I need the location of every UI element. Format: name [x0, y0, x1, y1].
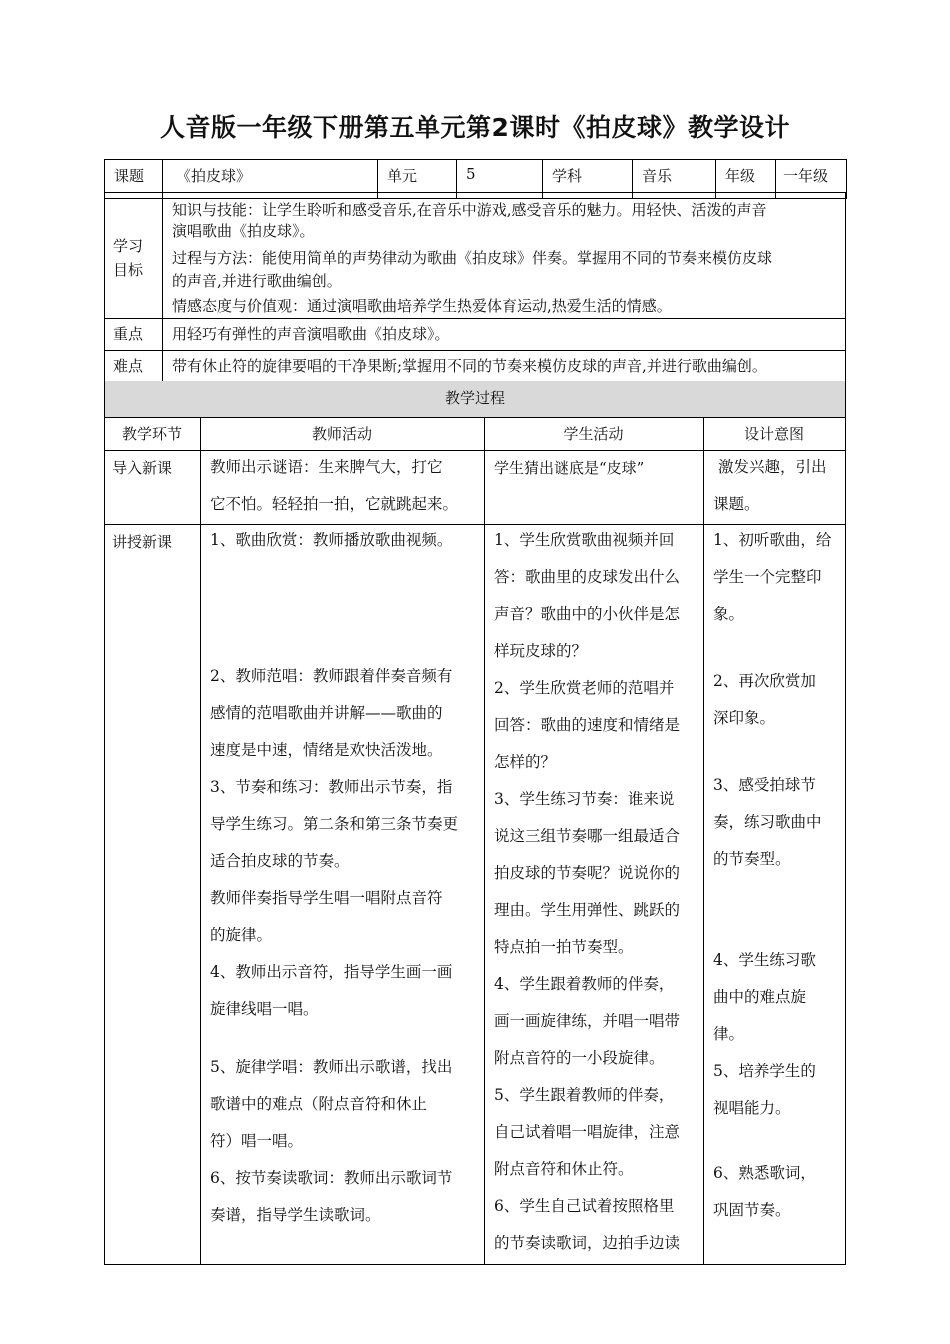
lesson-stage: 讲授新课 [112, 533, 173, 551]
objectives-line: 过程与方法：能使用简单的声势律动为歌曲《拍皮球》伴奏。掌握用不同的节奏来模仿皮球 [172, 249, 773, 267]
text-line: 2、教师范唱：教师跟着伴奏音频有 [210, 667, 453, 685]
lesson-teacher-block-3 [210, 1049, 452, 1234]
key-point-label: 重点 [113, 325, 144, 343]
text-line: 视唱能力。 [713, 1099, 791, 1117]
text-line: 回答：歌曲的速度和情绪是 [494, 716, 681, 734]
column-header-student: 学生活动 [563, 425, 624, 443]
text-line: 6、熟悉歌词， [713, 1164, 816, 1182]
topic-value: 《拍皮球》 [163, 160, 378, 199]
intro-student: 学生猜出谜底是“皮球” [494, 459, 645, 477]
text-line: 符）唱一唱。 [210, 1132, 304, 1150]
column-header-teacher: 教师活动 [311, 425, 372, 443]
text-line: 激发兴趣，引出 [718, 458, 827, 476]
objectives-label-line2: 目标 [113, 261, 144, 279]
text-line: 歌谱中的难点（附点音符和休止 [210, 1095, 428, 1113]
text-line: 拍皮球的节奏呢？说说你的 [494, 864, 681, 882]
lesson-intent-block-5 [713, 1155, 816, 1229]
text-line: 样玩皮球的？ [494, 642, 588, 660]
lesson-intent-block-4 [713, 942, 816, 1127]
text-line: 怎样的？ [494, 753, 557, 771]
text-line: 速度是中速，情绪是欢快活泼地。 [210, 741, 443, 759]
text-line: 学生一个完整印 [713, 568, 822, 586]
text-line: 2、学生欣赏老师的范唱并 [494, 679, 675, 697]
intro-stage: 导入新课 [112, 459, 173, 477]
intro-teacher [210, 449, 482, 523]
text-line: 感情的范唱歌曲并讲解——歌曲的 [210, 704, 443, 722]
text-line: 旋律线唱一唱。 [210, 1000, 319, 1018]
lesson-info-table [104, 159, 847, 199]
text-line: 5、旋律学唱：教师出示歌谱，找出 [210, 1058, 453, 1076]
text-line: 5、培养学生的 [713, 1062, 816, 1080]
difficulty-text: 带有休止符的旋律要唱的干净果断;掌握用不同的节奏来模仿皮球的声音,并进行歌曲编创。 [172, 357, 767, 375]
text-line: 课题。 [713, 495, 760, 513]
text-line: 5、学生跟着教师的伴奏， [494, 1086, 675, 1104]
subject-value: 音乐 [633, 160, 716, 199]
text-line: 的节奏读歌词，边拍手边读 [494, 1234, 681, 1252]
objectives-line: 知识与技能：让学生聆听和感受音乐,在音乐中游戏,感受音乐的魅力。用轻快、活泼的声音 [172, 201, 767, 219]
lesson-student [494, 522, 680, 1262]
text-line: 6、按节奏读歌词：教师出示歌词节 [210, 1169, 453, 1187]
objectives-line: 情感态度与价值观：通过演唱歌曲培养学生热爱体育运动,热爱生活的情感。 [172, 297, 672, 315]
objectives-label-line1: 学习 [113, 237, 144, 255]
text-line: 律。 [713, 1025, 745, 1043]
grade-value: 一年级 [776, 160, 847, 199]
text-line: 2、再次欣赏加 [713, 672, 816, 690]
text-line: 1、歌曲欣赏：教师播放歌曲视频。 [210, 531, 453, 549]
text-line: 1、初听歌曲，给 [713, 531, 832, 549]
text-line: 附点音符的一小段旋律。 [494, 1049, 665, 1067]
text-line: 的旋律。 [210, 926, 273, 944]
text-line: 巩固节奏。 [713, 1201, 791, 1219]
text-line: 附点音符和休止符。 [494, 1160, 634, 1178]
text-line: 画一画旋律练，并唱一唱带 [494, 1012, 681, 1030]
text-line: 4、学生练习歌 [713, 951, 816, 969]
text-line: 6、学生自己试着按照格里 [494, 1197, 675, 1215]
process-heading: 教学过程 [444, 389, 505, 407]
lesson-teacher-block-1 [210, 522, 452, 559]
text-line: 答：歌曲里的皮球发出什么 [494, 568, 681, 586]
text-line: 的节奏型。 [713, 850, 791, 868]
text-line: 象。 [713, 605, 745, 623]
text-line: 3、学生练习节奏：谁来说 [494, 790, 675, 808]
page-title: 人音版一年级下册第五单元第2课时《拍皮球》教学设计 [160, 113, 790, 142]
text-line: 深印象。 [713, 709, 776, 727]
text-line: 理由。学生用弹性、跳跃的 [494, 901, 681, 919]
text-line: 自己试着唱一唱旋律，注意 [494, 1123, 681, 1141]
key-point-text: 用轻巧有弹性的声音演唱歌曲《拍皮球》。 [172, 325, 450, 343]
column-header-intent: 设计意图 [743, 425, 804, 443]
text-line: 4、学生跟着教师的伴奏， [494, 975, 675, 993]
text-line: 它不怕。轻轻拍一拍，它就跳起来。 [210, 495, 459, 513]
grade-label: 年级 [716, 160, 776, 199]
objectives-line: 演唱歌曲《拍皮球》。 [172, 222, 315, 240]
text-line: 特点拍一拍节奏型。 [494, 938, 634, 956]
objectives-line: 的声音,并进行歌曲编创。 [172, 272, 342, 290]
lesson-intent-block-2 [713, 663, 816, 737]
text-line: 适合拍皮球的节奏。 [210, 852, 350, 870]
subject-label: 学科 [543, 160, 633, 199]
text-line: 说这三组节奏哪一组最适合 [494, 827, 681, 845]
text-line: 声音？歌曲中的小伙伴是怎 [494, 605, 681, 623]
text-line: 曲中的难点旋 [713, 988, 807, 1006]
text-line: 4、教师出示音符，指导学生画一画 [210, 963, 453, 981]
text-line: 1、学生欣赏歌曲视频并回 [494, 531, 675, 549]
unit-value: 5 [457, 160, 543, 199]
column-header-stage: 教学环节 [121, 425, 182, 443]
lesson-intent-block-1 [713, 522, 831, 633]
lesson-intent-block-3 [713, 767, 822, 878]
text-line: 3、节奏和练习：教师出示节奏，指 [210, 778, 453, 796]
text-line: 奏，练习歌曲中 [713, 813, 822, 831]
text-line: 奏谱，指导学生读歌词。 [210, 1206, 381, 1224]
text-line: 教师伴奏指导学生唱一唱附点音符 [210, 889, 443, 907]
text-line: 导学生练习。第二条和第三条节奏更 [210, 815, 459, 833]
topic-label: 课题 [105, 160, 163, 199]
unit-label: 单元 [378, 160, 457, 199]
text-line: 3、感受拍球节 [713, 776, 816, 794]
intro-intent [713, 449, 843, 523]
lesson-teacher-block-2 [210, 658, 458, 1028]
text-line: 教师出示谜语：生来脾气大，打它 [210, 458, 443, 476]
difficulty-label: 难点 [113, 357, 144, 375]
